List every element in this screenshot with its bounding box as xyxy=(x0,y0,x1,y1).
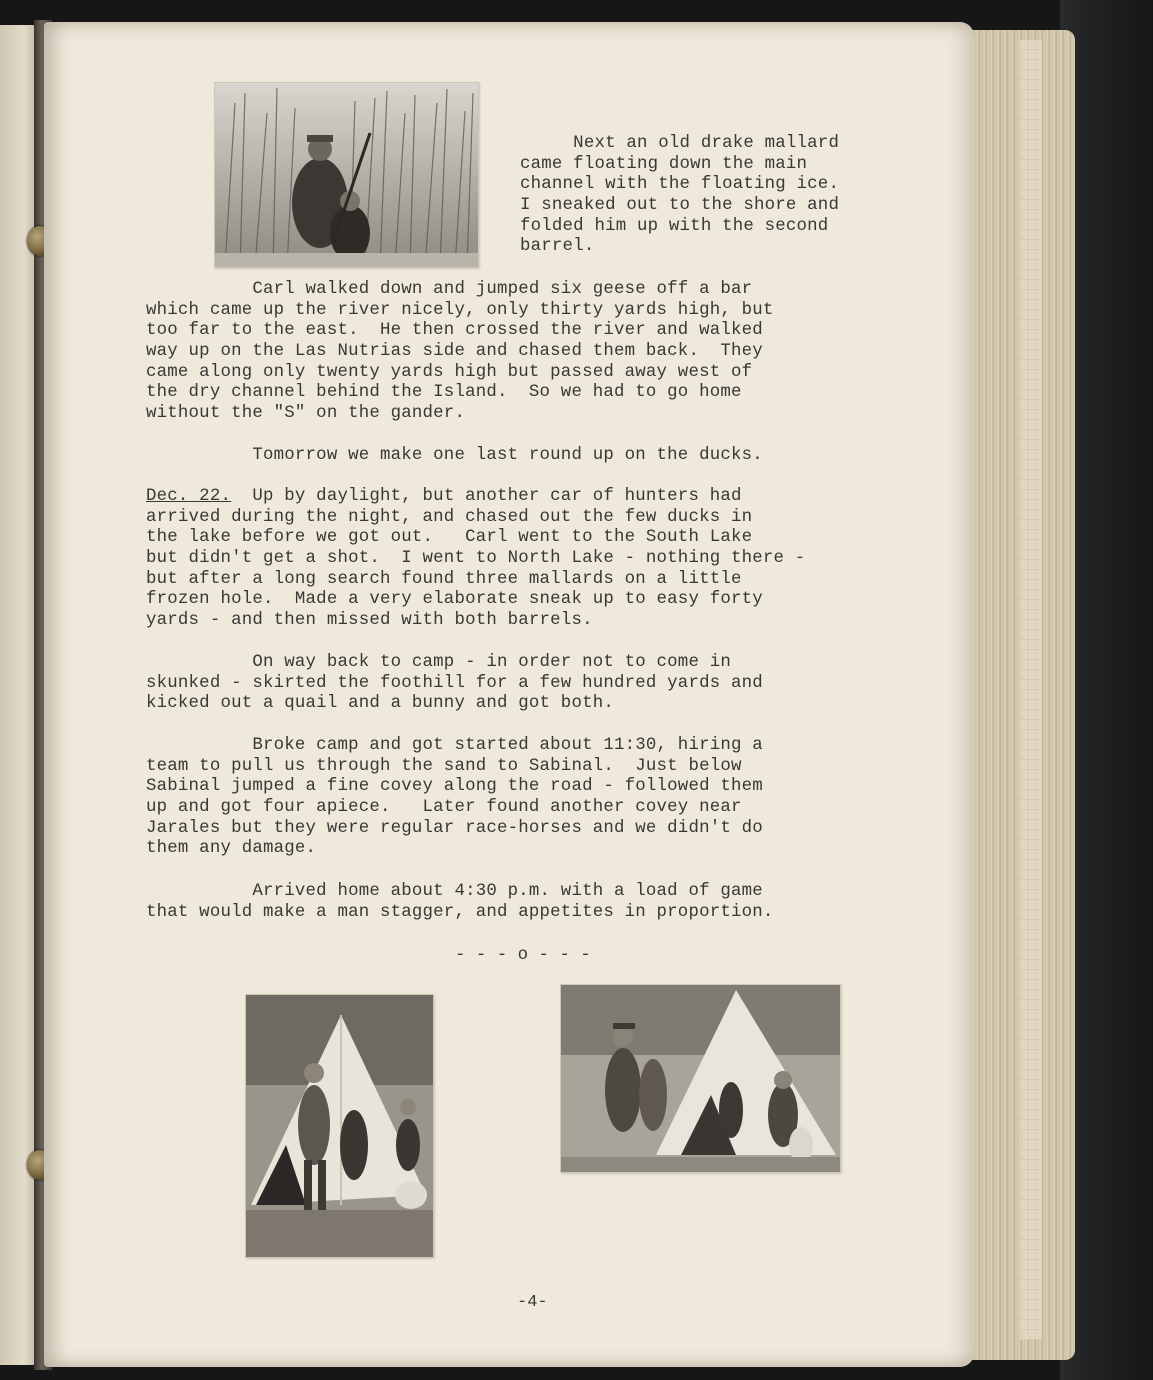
page-stack-edge xyxy=(960,30,1075,1360)
text-line: but didn't get a shot. I went to North Lake - nothing there - xyxy=(146,549,806,569)
text-line: way up on the Las Nutrias side and chased them back. They xyxy=(146,342,763,362)
journal-page xyxy=(44,22,974,1367)
text-line: the dry channel behind the Island. So we had to go home xyxy=(146,383,742,403)
text-line: Arrived home about 4:30 p.m. with a load of game xyxy=(146,882,763,901)
paragraph-dec-22 xyxy=(146,487,805,632)
entry-date: Dec. 22. xyxy=(146,487,232,506)
text-line: came floating down the main xyxy=(520,154,808,174)
text-line: Broke camp and got started about 11:30, hiring a xyxy=(146,736,763,755)
section-separator: - - - o - - - xyxy=(455,946,591,965)
text-line: Carl walked down and jumped six geese off a bar xyxy=(146,280,753,299)
text-line: barrel. xyxy=(520,237,595,257)
text-line: that would make a man stagger, and appetites in proportion. xyxy=(146,902,774,922)
text-line: the lake before we got out. Carl went to the South Lake xyxy=(146,528,753,548)
text-line: arrived during the night, and chased out the few ducks in xyxy=(146,507,753,527)
text-line: Sabinal jumped a fine covey along the road - followed them xyxy=(146,777,763,797)
paragraph-tomorrow xyxy=(146,446,763,467)
text-line: them any damage. xyxy=(146,839,317,859)
text-line: Next an old drake mallard xyxy=(520,134,840,153)
photo-group-at-tent xyxy=(560,984,841,1173)
text-line: Tomorrow we make one last round up on the ducks. xyxy=(146,446,763,465)
page-number: -4- xyxy=(517,1293,548,1312)
text-line: up and got four apiece. Later found another covey near xyxy=(146,798,742,818)
text-line: On way back to camp - in order not to come in xyxy=(146,653,731,672)
paragraph-geese xyxy=(146,280,774,425)
graph-paper-edge xyxy=(1020,40,1042,1340)
paragraph-arrived xyxy=(146,882,774,923)
text-line: frozen hole. Made a very elaborate sneak up to easy forty xyxy=(146,590,763,610)
text-line: but after a long search found three mallards on a little xyxy=(146,569,742,589)
text-line: Jarales but they were regular race-horses and we didn't do xyxy=(146,818,763,838)
text-line: which came up the river nicely, only thirty yards high, but xyxy=(146,300,774,320)
text-line: yards - and then missed with both barrels. xyxy=(146,611,593,631)
photo-hunter-with-ducks-tent xyxy=(245,994,434,1258)
photo-hunters-in-reeds xyxy=(214,82,479,268)
text-line: Up by daylight, but another car of hunters had xyxy=(231,487,742,506)
text-line: I sneaked out to the shore and xyxy=(520,196,840,216)
paragraph-broke-camp xyxy=(146,736,763,860)
text-line: kicked out a quail and a bunny and got both. xyxy=(146,694,614,714)
text-line: without the "S" on the gander. xyxy=(146,404,466,424)
text-line: skunked - skirted the foothill for a few hundred yards and xyxy=(146,673,763,693)
text-line: team to pull us through the sand to Sabinal. Just below xyxy=(146,756,742,776)
paragraph-mallard xyxy=(520,134,839,258)
paragraph-way-back xyxy=(146,653,763,715)
text-line: channel with the floating ice. xyxy=(520,175,840,195)
text-line: came along only twenty yards high but passed away west of xyxy=(146,362,753,382)
text-line: too far to the east. He then crossed the river and walked xyxy=(146,321,763,341)
text-line: folded him up with the second xyxy=(520,216,829,236)
